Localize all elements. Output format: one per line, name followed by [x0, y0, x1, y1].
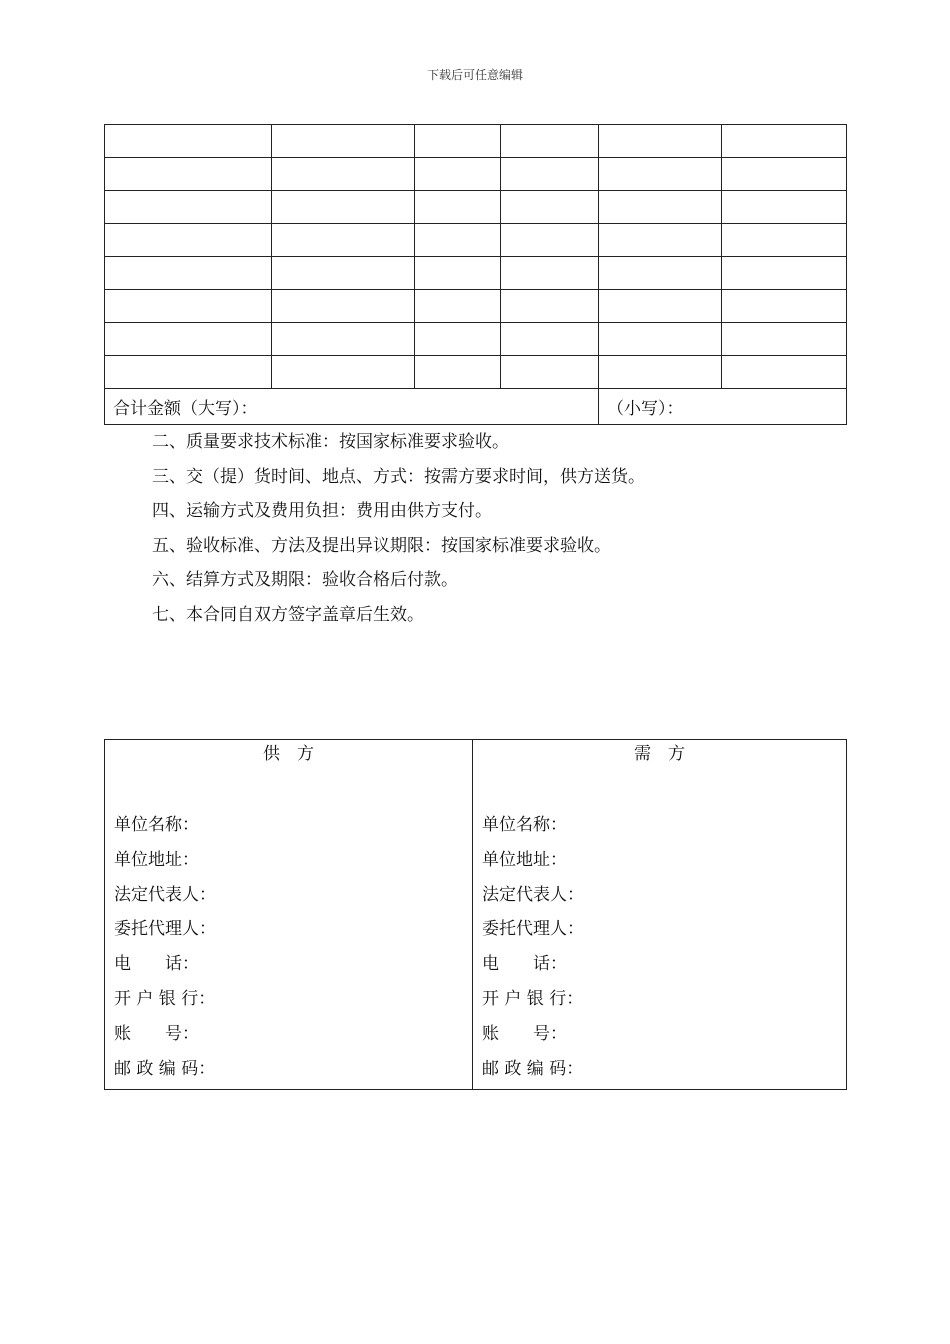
table-cell: [105, 125, 272, 158]
table-row: [105, 356, 847, 389]
table-cell: [105, 323, 272, 356]
clause-5: 五、验收标准、方法及提出异议期限：按国家标准要求验收。: [152, 535, 611, 556]
table-cell: [415, 323, 501, 356]
buyer-account-field: 账 号：: [482, 1023, 567, 1044]
buyer-company-name-field: 单位名称：: [482, 815, 567, 835]
table-cell: [722, 323, 847, 356]
supplier-phone-field: 电 话：: [114, 954, 199, 975]
table-cell: [415, 158, 501, 191]
buyer-agent-field: 委托代理人：: [482, 919, 584, 940]
table-row: [105, 323, 847, 356]
table-cell: [105, 257, 272, 290]
table-cell: [501, 191, 599, 224]
table-cell: [415, 224, 501, 257]
supplier-agent-field: 委托代理人：: [114, 919, 216, 940]
supplier-postcode-field: 邮 政 编 码：: [114, 1058, 216, 1079]
table-cell: [501, 323, 599, 356]
total-amount-words-label: 合计金额（大写）：: [105, 389, 599, 425]
table-cell: [599, 290, 722, 323]
table-cell: [105, 191, 272, 224]
table-cell: [272, 125, 415, 158]
table-cell: [272, 158, 415, 191]
table-cell: [105, 290, 272, 323]
clause-6: 六、结算方式及期限：验收合格后付款。: [152, 570, 458, 590]
total-amount-figures-label: （小写）：: [599, 389, 847, 425]
buyer-postcode-field: 邮 政 编 码：: [482, 1058, 584, 1079]
table-cell: [599, 191, 722, 224]
table-cell: [501, 158, 599, 191]
table-cell: [722, 125, 847, 158]
table-cell: [722, 290, 847, 323]
supplier-bank-field: 开 户 银 行：: [114, 988, 216, 1009]
buyer-address-field: 单位地址：: [482, 849, 567, 870]
clause-3: 三、交（提）货时间、地点、方式：按需方要求时间，供方送货。: [152, 466, 645, 487]
table-cell: [599, 125, 722, 158]
clause-7: 七、本合同自双方签字盖章后生效。: [152, 604, 424, 625]
supplier-account-field: 账 号：: [114, 1023, 199, 1044]
table-cell: [722, 158, 847, 191]
buyer-bank-field: 开 户 银 行：: [482, 988, 584, 1009]
buyer-legal-rep-field: 法定代表人：: [482, 884, 584, 905]
table-cell: [415, 257, 501, 290]
table-cell: [501, 356, 599, 389]
buyer-title: 需 方: [634, 744, 685, 764]
supplier-legal-rep-field: 法定代表人：: [114, 884, 216, 905]
table-cell: [415, 290, 501, 323]
supplier-address-field: 单位地址：: [114, 849, 199, 870]
supplier-company-name-field: 单位名称：: [114, 815, 199, 835]
table-cell: [501, 125, 599, 158]
table-row: [105, 125, 847, 158]
table-cell: [272, 356, 415, 389]
parties-table: [104, 739, 847, 1090]
table-cell: [722, 257, 847, 290]
supplier-cell: [105, 740, 473, 1090]
table-cell: [599, 356, 722, 389]
table-cell: [501, 290, 599, 323]
table-cell: [272, 224, 415, 257]
table-cell: [272, 323, 415, 356]
table-cell: [415, 191, 501, 224]
supplier-title: 供 方: [263, 744, 314, 764]
table-row: [105, 290, 847, 323]
table-cell: [501, 224, 599, 257]
table-cell: [415, 356, 501, 389]
table-cell: [105, 356, 272, 389]
table-cell: [599, 257, 722, 290]
table-row: [105, 158, 847, 191]
table-cell: [501, 257, 599, 290]
table-cell: [599, 224, 722, 257]
table-row: [105, 257, 847, 290]
clause-2: 二、质量要求技术标准：按国家标准要求验收。: [152, 432, 509, 452]
table-cell: [272, 257, 415, 290]
table-cell: [415, 125, 501, 158]
total-row: [105, 389, 847, 425]
table-cell: [722, 356, 847, 389]
table-cell: [105, 224, 272, 257]
buyer-cell: [473, 740, 847, 1090]
table-cell: [722, 191, 847, 224]
table-cell: [272, 290, 415, 323]
items-table: [104, 124, 847, 425]
table-cell: [722, 224, 847, 257]
table-cell: [272, 191, 415, 224]
header-note: 下载后可任意编辑: [426, 68, 523, 82]
items-table-body: [105, 125, 847, 389]
table-cell: [599, 323, 722, 356]
buyer-phone-field: 电 话：: [482, 954, 567, 975]
table-cell: [105, 158, 272, 191]
table-row: [105, 191, 847, 224]
clause-4: 四、运输方式及费用负担：费用由供方支付。: [152, 501, 492, 521]
table-cell: [599, 158, 722, 191]
contract-clauses: [152, 425, 645, 632]
table-row: [105, 224, 847, 257]
